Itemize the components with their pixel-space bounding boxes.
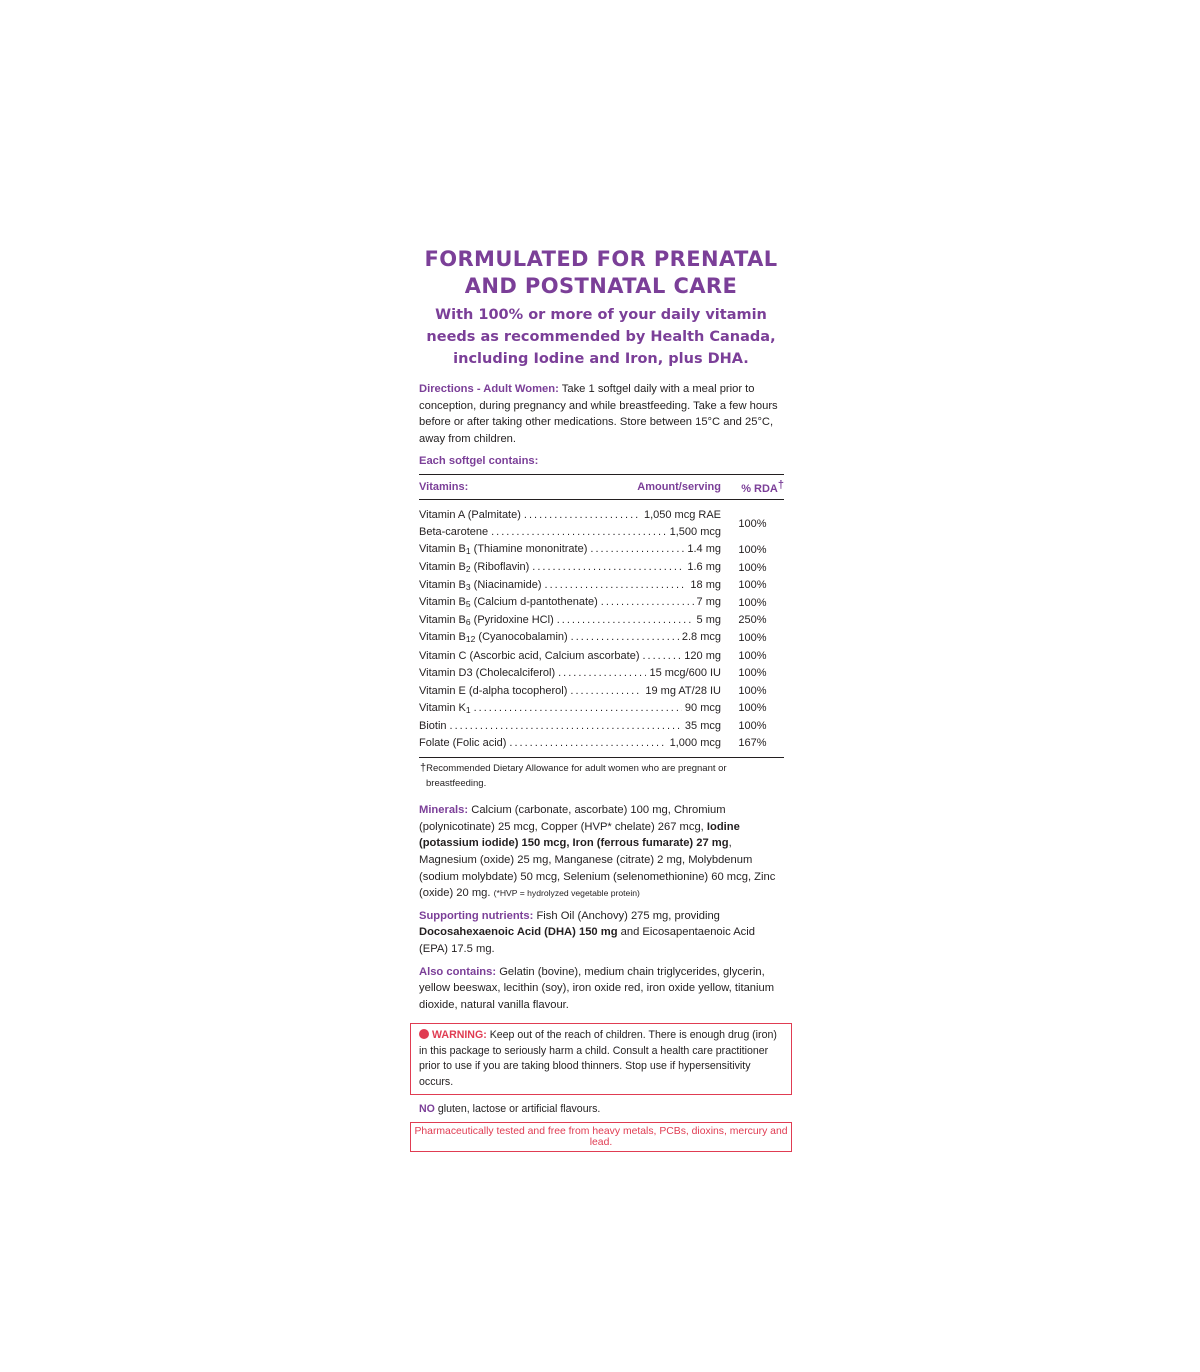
vitamin-amount: 120 mg: [684, 649, 721, 662]
table-row: [419, 559, 784, 577]
header-rda-dagger: †: [777, 478, 784, 491]
vitamin-name: Beta-carotene: [419, 526, 489, 539]
vitamin-rda: 100%: [738, 702, 767, 715]
vitamin-cell: [419, 541, 721, 559]
header-rda: [721, 474, 784, 499]
warning-dot-icon: [419, 1029, 429, 1039]
vitamin-table-header: [419, 474, 784, 499]
table-row: [419, 664, 784, 682]
subhead-line-2: needs as recommended by Health Canada,: [426, 329, 776, 345]
header-rda-label: % RDA: [741, 482, 778, 495]
also-contains-label: Also contains:: [419, 965, 497, 978]
minerals-bold: Iodine (potassium iodide) 150 mcg, Iron (ferrous fumarate) 27 mg: [419, 820, 740, 850]
vitamin-name: Vitamin $K_1$: [419, 701, 471, 715]
vitamin-cell: [419, 647, 721, 665]
minerals-text-b: , Magnesium (oxide) 25 mg, Manganese (citrate) 2 mg, Molybdenum (sodium molybdate) 50 mcg, Selenium (selenomethionine) 60 mcg, Zinc (oxide) 20 mg.: [419, 837, 776, 900]
vitamin-cell: [419, 717, 721, 735]
table-row: [419, 576, 784, 594]
leader-dots: [590, 543, 684, 555]
vitamin-cell: [419, 612, 721, 630]
minerals-text-a: Calcium (carbonate, ascorbate) 100 mg, Chromium (polynicotinate) 25 mcg, Copper (HVP* chelate) 267 mcg,: [419, 804, 726, 833]
leader-dots: [557, 614, 694, 626]
headline-line-1: FORMULATED FOR PRENATAL: [424, 247, 778, 271]
also-contains-section: [410, 964, 792, 1014]
vitamin-table: [419, 474, 784, 758]
rda-footnote: [410, 761, 792, 791]
minerals-label: Minerals:: [419, 804, 469, 817]
leader-dots: [558, 667, 646, 679]
minerals-section: [410, 802, 792, 902]
vitamin-rda: 100%: [738, 719, 767, 732]
hvp-note: (*HVP = hydrolyzed vegetable protein): [493, 888, 640, 899]
table-row: [419, 647, 784, 665]
warning-label: WARNING:: [432, 1029, 487, 1042]
vitamin-rda: 100%: [738, 579, 767, 592]
supplement-label: [410, 246, 792, 1152]
vitamin-name: Vitamin $B_{12}$ (Cyanocobalamin): [419, 631, 568, 645]
directions-text: Take 1 softgel daily with a meal prior to conception, during pregnancy and while breastfeeding. Take a few hours before or after taking other medications. Store between 15°C and 25°C, away from children.: [419, 383, 778, 445]
vitamin-rda: 100%: [738, 684, 767, 697]
tested-banner: Pharmaceutically tested and free from heavy metals, PCBs, dioxins, mercury and lead.: [410, 1122, 792, 1152]
supporting-text-b: and Eicosapentaenoic Acid (EPA) 17.5 mg.: [419, 926, 755, 956]
vitamin-name: Vitamin $B_3$ (Niacinamide): [419, 578, 542, 592]
supporting-text-a: Fish Oil (Anchovy) 275 mg, providing: [536, 909, 720, 922]
table-row: [419, 612, 784, 630]
table-row: [419, 594, 784, 612]
vitamin-rda: 100%: [738, 649, 767, 662]
vitamin-cell: [419, 700, 721, 718]
vitamin-amount: 1.4 mg: [687, 543, 721, 556]
leader-dots: [491, 526, 667, 538]
free-from-text: gluten, lactose or artificial flavours.: [437, 1103, 601, 1116]
vitamin-amount: 19 mg AT/28 IU: [645, 684, 721, 697]
vitamin-amount: 2.8 mcg: [681, 631, 721, 644]
vitamin-name: Vitamin C (Ascorbic acid, Calcium ascorbate): [419, 649, 640, 662]
vitamin-rda: 100%: [738, 596, 767, 609]
vitamin-name: Vitamin $B_1$ (Thiamine mononitrate): [419, 543, 588, 557]
vitamin-cell: [419, 576, 721, 594]
subheadline: [410, 304, 792, 370]
subhead-line-1: With 100% or more of your daily vitamin: [435, 307, 767, 323]
vitamin-name: Folate (Folic acid): [419, 737, 507, 750]
leader-dots: [601, 596, 694, 608]
vitamin-amount: 35 mcg: [684, 719, 721, 732]
leader-dots: [524, 509, 641, 521]
vitamin-table-body: [419, 499, 784, 757]
vitamin-amount: 1,000 mcg: [669, 737, 721, 750]
leader-dots: [474, 702, 682, 714]
table-row: [419, 629, 784, 647]
vitamin-cell: [419, 594, 721, 612]
no-label: NO: [419, 1103, 435, 1116]
vitamin-amount: 18 mg: [690, 578, 721, 591]
headline: [410, 246, 792, 300]
vitamin-name: Vitamin $B_6$ (Pyridoxine HCl): [419, 613, 554, 627]
leader-dots: [509, 737, 666, 749]
table-row: [419, 700, 784, 718]
vitamin-name: Vitamin E (d-alpha tocopherol): [419, 684, 568, 697]
footnote-text: Recommended Dietary Allowance for adult women who are pregnant or breastfeeding.: [426, 763, 727, 789]
vitamin-rda: 100%: [738, 561, 767, 574]
supporting-label: Supporting nutrients:: [419, 909, 534, 922]
vitamin-name: Vitamin $B_5$ (Calcium d-pantothenate): [419, 596, 598, 610]
leader-dots: [532, 561, 684, 573]
warning-box: [410, 1023, 792, 1095]
vitamin-name: Vitamin A (Palmitate): [419, 508, 521, 521]
vitamin-amount: 1,050 mcg RAE: [643, 508, 721, 521]
header-amount-label: Amount/serving: [637, 480, 721, 493]
vitamin-rda: 167%: [721, 735, 784, 758]
vitamin-amount: 5 mg: [696, 613, 721, 626]
vitamin-rda: 100%: [738, 667, 767, 680]
vitamin-cell: [419, 629, 721, 647]
vitamin-rda: 100%: [738, 631, 767, 644]
leader-dots: [571, 631, 679, 643]
header-vitamins-label: Vitamins:: [419, 480, 469, 493]
vitamin-rda: 100%: [738, 543, 767, 556]
vitamin-amount: 1.6 mg: [687, 561, 721, 574]
free-from-line: [410, 1103, 792, 1115]
also-contains-text: Gelatin (bovine), medium chain triglycerides, glycerin, yellow beeswax, lecithin (soy), iron oxide red, iron oxide yellow, titanium dioxide, natural vanilla flavour.: [419, 965, 775, 1011]
leader-dots: [450, 720, 682, 732]
table-row: [419, 499, 784, 523]
headline-line-2: AND POSTNATAL CARE: [464, 274, 738, 298]
vitamin-cell: [419, 735, 721, 758]
leader-dots: [545, 579, 688, 591]
leader-dots: [570, 685, 642, 697]
table-row: [419, 735, 784, 758]
vitamin-name: Vitamin D3 (Cholecalciferol): [419, 667, 556, 680]
vitamin-amount: 15 mcg/600 IU: [649, 667, 721, 680]
directions: [410, 381, 792, 447]
vitamin-cell: [419, 499, 721, 523]
supporting-nutrients-section: [410, 908, 792, 958]
vitamin-cell: [419, 682, 721, 700]
each-softgel-heading: Each softgel contains:: [419, 455, 539, 468]
subhead-line-3: including Iodine and Iron, plus DHA.: [453, 351, 749, 367]
table-row: [419, 682, 784, 700]
leader-dots: [642, 650, 681, 662]
vitamin-cell: [419, 664, 721, 682]
vitamin-name: Vitamin $B_2$ (Riboflavin): [419, 561, 530, 575]
vitamin-rda: 250%: [738, 614, 767, 627]
vitamin-amount: 90 mcg: [684, 701, 721, 714]
directions-label: Directions - Adult Women:: [419, 383, 559, 395]
vitamin-name: Biotin: [419, 719, 447, 732]
vitamin-cell: [419, 559, 721, 577]
table-row: [419, 541, 784, 559]
vitamin-amount: 1,500 mcg: [669, 526, 721, 539]
vitamin-cell: [419, 524, 721, 542]
header-vitamins: [419, 474, 721, 499]
vitamin-amount: 7 mg: [696, 596, 721, 609]
warning-text: Keep out of the reach of children. There is enough drug (iron) in this package to seriously harm a child. Consult a health care practitioner prior to use if you are taking blood thinners. Stop use if hypersensitivity occurs.: [419, 1029, 777, 1088]
vitamin-rda: 100%: [738, 517, 767, 530]
footnote-dagger: †: [420, 762, 427, 775]
supporting-bold: Docosahexaenoic Acid (DHA) 150 mg: [419, 926, 618, 939]
table-row: [419, 717, 784, 735]
